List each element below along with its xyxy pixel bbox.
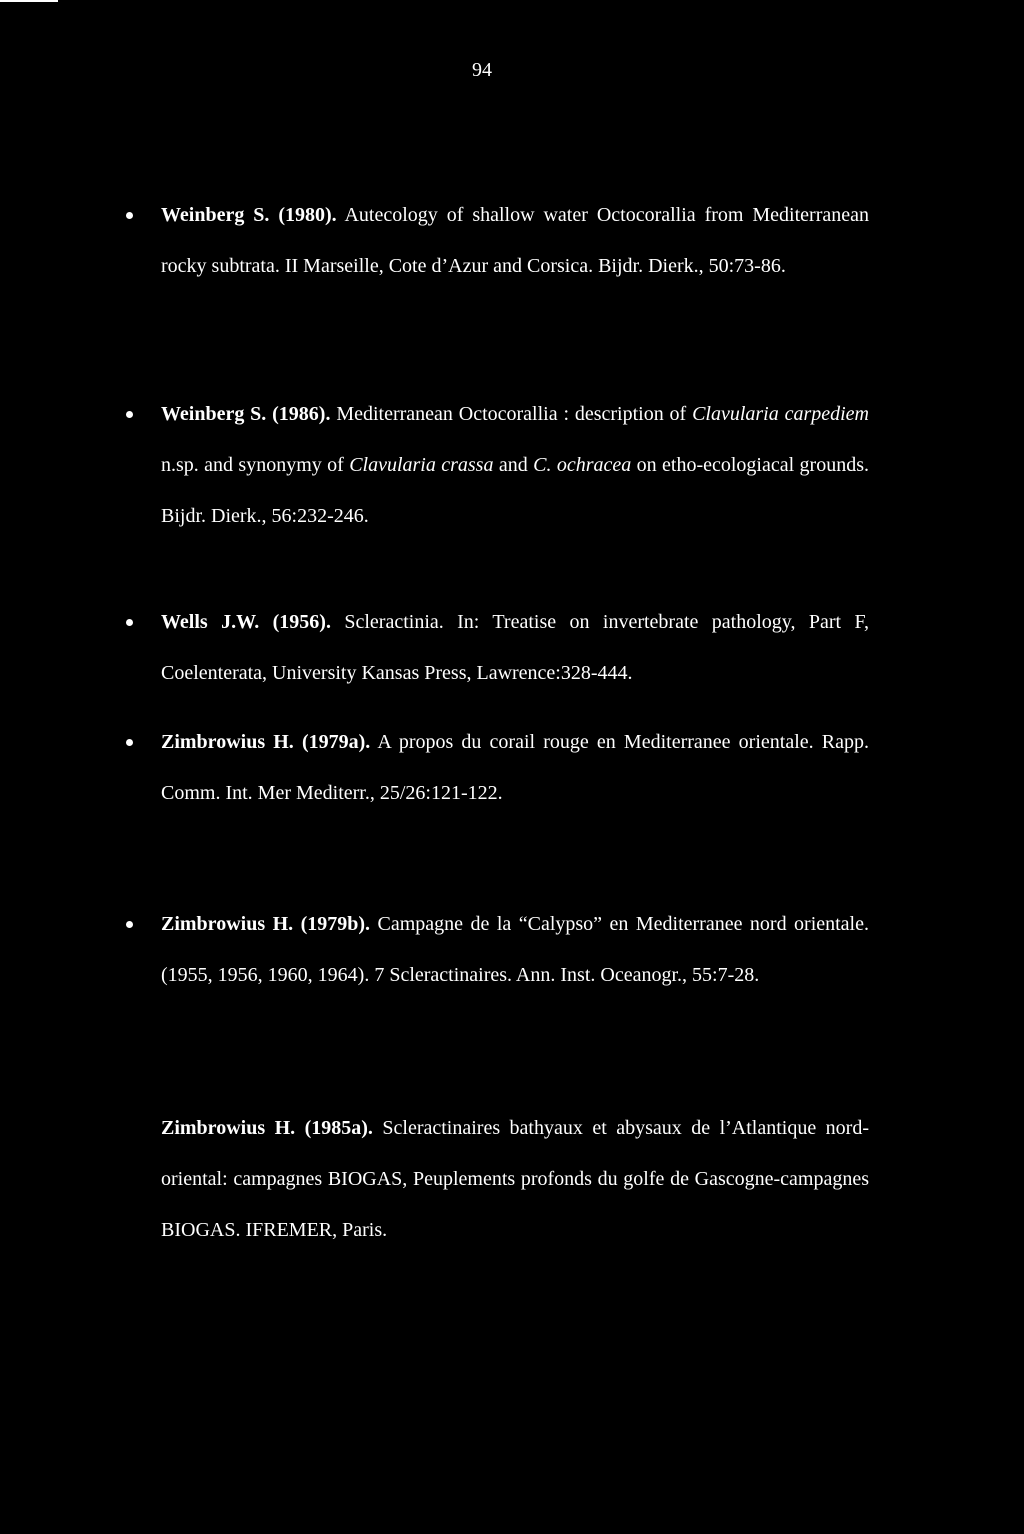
reference-text: Mediterranean Octocorallia : description of (330, 403, 693, 425)
reference-author: Wells J.W. (161, 611, 260, 633)
reference-text: A propos du corail rouge en Mediterranee orientale. Rapp. Comm. Int. Mer Mediterr., 25/26:121-122. (161, 731, 870, 804)
reference-text: and (493, 454, 534, 476)
reference-author: Weinberg S. (161, 204, 270, 226)
reference-text: Autecology of shallow water Octocorallia from Mediterranean rocky subtrata. II Marseille, Cote d’Azur and Corsica. Bijdr. Dierk., 50:73-86. (161, 204, 869, 277)
reference-author: Zimbrowius H. (161, 913, 294, 935)
reference-year: (1980). (278, 204, 337, 226)
reference-text: on etho-ecologiacal grounds. Bijdr. Dierk., 56:232-246. (161, 454, 869, 527)
reference-text: Campagne de la “Calypso” en Mediterranee nord orientale. (1955, 1956, 1960, 1964). 7 Scleractinaires. Ann. Inst. Oceanogr., 55:7-28. (161, 913, 869, 986)
reference-entry (161, 899, 869, 1001)
reference-entry (161, 190, 869, 292)
reference-author: Zimbrowius H. (161, 1117, 296, 1139)
bullet-icon (126, 619, 133, 626)
bullet-icon (126, 411, 133, 418)
reference-entry (161, 1103, 869, 1256)
reference-taxon-name: C. ochracea (533, 454, 632, 476)
bullet-icon (126, 921, 133, 928)
reference-text: n.sp. and synonymy of (161, 454, 350, 476)
reference-taxon-name: Clavularia crassa (349, 454, 494, 476)
reference-year: (1986). (272, 403, 331, 425)
reference-text: Scleractinaires bathyaux et abysaux de l’Atlantique nord-oriental: campagnes BIOGAS, Peuplements profonds du golfe de Gascogne-campagnes BIOGAS. IFREMER, Paris. (161, 1117, 869, 1241)
reference-entry (161, 717, 869, 819)
reference-year: (1985a). (304, 1117, 373, 1139)
bullet-icon (126, 739, 133, 746)
reference-entry (161, 597, 869, 699)
reference-entry (161, 389, 869, 542)
bullet-icon (126, 212, 133, 219)
reference-year: (1956). (272, 611, 331, 633)
reference-year: (1979b). (300, 913, 371, 935)
reference-taxon-name: Clavularia carpediem (692, 403, 869, 425)
page-number: 94 (472, 59, 492, 81)
reference-year: (1979a). (301, 731, 371, 753)
reference-author: Zimbrowius H. (161, 731, 294, 753)
reference-text: Scleractinia. In: Treatise on invertebrate pathology, Part F, Coelenterata, University Kansas Press, Lawrence:328-444. (161, 611, 869, 684)
reference-author: Weinberg S. (161, 403, 267, 425)
